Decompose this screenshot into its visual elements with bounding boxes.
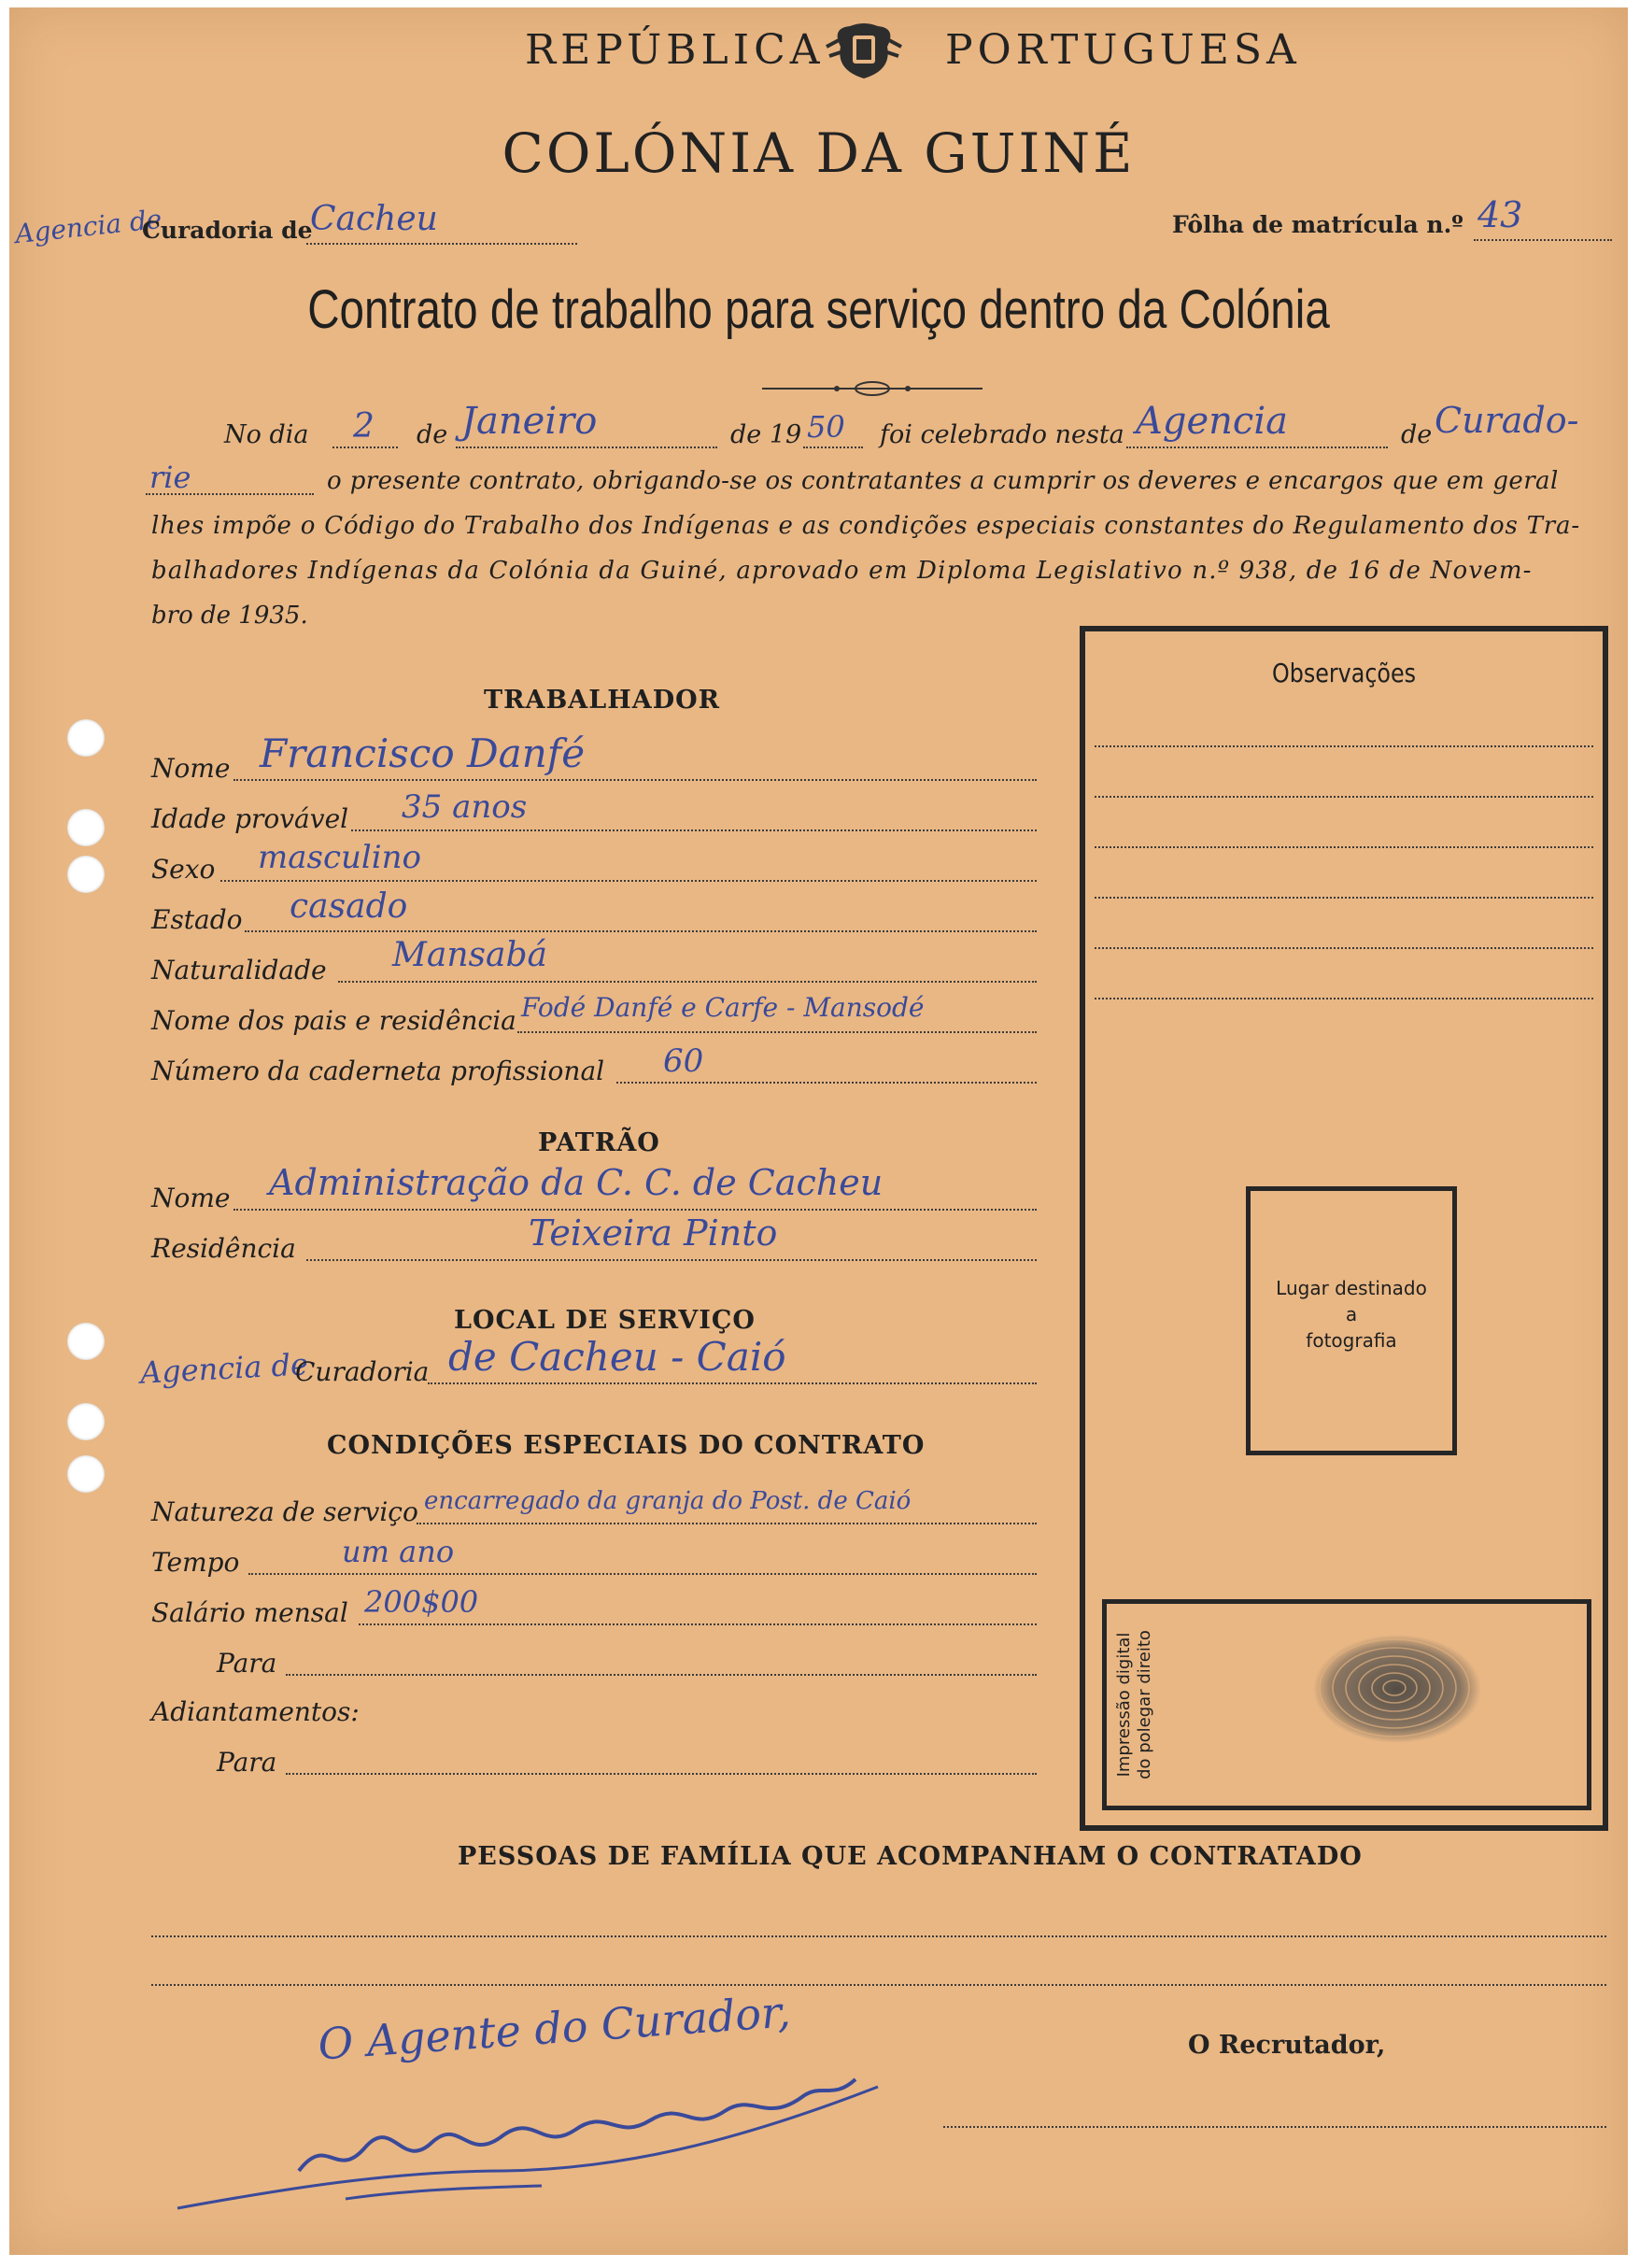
estado-label: Estado	[151, 904, 243, 935]
sexo-dotline	[220, 880, 1037, 882]
intro-agency-value: Agencia	[1136, 400, 1288, 443]
tempo-dotline	[248, 1573, 1037, 1575]
salario-label: Salário mensal	[151, 1597, 348, 1628]
residencia-dotline	[306, 1259, 1037, 1261]
intro-line4: balhadores Indígenas da Colónia da Guiné, aprovado em Diploma Legislativo n.º 938, de 16 de Novem-	[151, 557, 1533, 585]
intro-place-cont: rie	[149, 460, 191, 495]
salario-value: 200$00	[364, 1584, 479, 1620]
idade-label: Idade provável	[151, 803, 349, 834]
patrao-nome-value: Administração da C. C. de Cacheu	[269, 1162, 884, 1203]
intro-de2: de	[1401, 420, 1433, 449]
curadoria-label: Curadoria de	[142, 217, 313, 244]
punch-hole	[67, 719, 105, 757]
thumbprint-label	[1107, 1604, 1163, 1806]
intro-day-dotline	[332, 447, 398, 448]
nome-label: Nome	[151, 753, 231, 784]
residencia-value: Teixeira Pinto	[529, 1212, 778, 1254]
condicoes-heading: CONDIÇÕES ESPECIAIS DO CONTRATO	[327, 1431, 926, 1460]
estado-value: casado	[290, 887, 408, 926]
intro-day-value: 2	[353, 407, 375, 446]
intro-place-value: Curado-	[1435, 400, 1579, 441]
recrutador-dotline	[943, 2126, 1606, 2128]
thumbprint-label-line1: Impressão digital	[1114, 1632, 1134, 1778]
observacoes-line	[1095, 998, 1593, 999]
sexo-label: Sexo	[151, 854, 216, 885]
thumbprint-image	[1308, 1628, 1486, 1753]
intro-line2: o presente contrato, obrigando-se os contratantes a cumprir os deveres e encargos que em geral	[327, 467, 1559, 495]
pais-label: Nome dos pais e residência	[151, 1005, 516, 1036]
photo-label-line3: fotografia	[1306, 1329, 1397, 1352]
adiantamentos-label: Adiantamentos:	[151, 1696, 360, 1727]
local-value: de Cacheu - Caió	[448, 1334, 786, 1380]
folha-value: 43	[1477, 194, 1523, 235]
intro-line3: lhes impõe o Código do Trabalho dos Indígenas e as condições especiais constantes do Regulamento dos Tra-	[151, 512, 1580, 540]
photo-label-line1: Lugar destinado	[1276, 1277, 1427, 1299]
punch-hole	[67, 1455, 105, 1493]
agent-handwritten-label: O Agente do Curador,	[316, 1986, 793, 2070]
local-curadoria-label: Curadoria	[295, 1356, 430, 1387]
observacoes-line	[1095, 745, 1593, 747]
contract-title: Contrato de trabalho para serviço dentro da Colónia	[307, 279, 1330, 340]
intro-year-dotline	[803, 447, 863, 448]
ornament-divider	[762, 379, 983, 402]
local-heading: LOCAL DE SERVIÇO	[454, 1306, 756, 1335]
naturalidade-value: Mansabá	[392, 936, 547, 974]
republica-heading	[514, 26, 1301, 82]
para1-label: Para	[217, 1648, 277, 1679]
sexo-value: masculino	[258, 839, 422, 876]
natureza-dotline	[417, 1523, 1037, 1524]
thumbprint-box	[1102, 1599, 1591, 1810]
patrao-heading: PATRÃO	[538, 1128, 660, 1157]
folha-label: Fôlha de matrícula n.º	[1172, 211, 1463, 238]
tempo-value: um ano	[342, 1534, 455, 1569]
agent-signature-icon	[168, 2059, 897, 2221]
naturalidade-dotline	[338, 981, 1037, 983]
curadoria-dotline	[306, 243, 577, 245]
observacoes-line	[1095, 796, 1593, 798]
curadoria-value: Cacheu	[310, 200, 438, 238]
caderneta-value: 60	[663, 1042, 704, 1080]
trabalhador-heading: TRABALHADOR	[484, 686, 721, 715]
punch-hole	[67, 1323, 105, 1360]
observacoes-line	[1095, 897, 1593, 899]
intro-month-dotline	[456, 447, 717, 448]
observacoes-panel	[1080, 626, 1608, 1831]
pais-value: Fodé Danfé e Carfe - Mansodé	[521, 992, 925, 1023]
nome-dotline	[233, 779, 1037, 781]
intro-line5: bro de 1935.	[151, 602, 308, 630]
patrao-nome-dotline	[233, 1209, 1037, 1211]
naturalidade-label: Naturalidade	[151, 955, 327, 985]
patrao-nome-label: Nome	[151, 1183, 231, 1213]
colony-heading: COLÓNIA DA GUINÉ	[502, 121, 1136, 185]
salario-dotline	[359, 1623, 1037, 1625]
intro-no-dia: No dia	[224, 420, 309, 449]
local-prefix-handwritten: Agencia de	[139, 1346, 309, 1391]
tempo-label: Tempo	[151, 1547, 240, 1578]
intro-foi-celebrado: foi celebrado nesta	[880, 420, 1124, 449]
intro-agency-dotline	[1126, 447, 1388, 448]
intro-month-value: Janeiro	[461, 400, 598, 443]
familia-dotline	[151, 1935, 1606, 1937]
para1-dotline	[286, 1674, 1037, 1676]
familia-dotline	[151, 1984, 1606, 1986]
observacoes-line	[1095, 947, 1593, 949]
natureza-value: encarregado da granja do Post. de Caió	[424, 1487, 912, 1515]
recrutador-label: O Recrutador,	[1188, 2031, 1386, 2060]
folha-dotline	[1474, 239, 1612, 241]
pais-dotline	[517, 1031, 1037, 1033]
intro-year-suffix: 50	[807, 409, 845, 445]
residencia-label: Residência	[151, 1233, 296, 1264]
photo-box	[1246, 1186, 1457, 1455]
punch-hole	[67, 856, 105, 893]
punch-hole	[67, 1403, 105, 1440]
idade-dotline	[351, 829, 1037, 831]
para2-label: Para	[217, 1747, 277, 1778]
observacoes-label: Observações	[1271, 658, 1417, 688]
para2-dotline	[286, 1773, 1037, 1775]
coat-of-arms-icon	[822, 19, 906, 94]
caderneta-label: Número da caderneta profissional	[151, 1056, 605, 1086]
estado-dotline	[245, 930, 1037, 932]
intro-de: de	[417, 420, 448, 449]
thumbprint-label-line2: do polegar direito	[1135, 1630, 1154, 1779]
curadoria-prefix-handwritten: Agencia de	[13, 203, 163, 250]
photo-label-line2: a	[1345, 1303, 1358, 1325]
local-dotline	[428, 1382, 1037, 1384]
idade-value: 35 anos	[402, 788, 528, 826]
nome-value: Francisco Danfé	[260, 730, 586, 776]
natureza-label: Natureza de serviço	[151, 1496, 418, 1527]
portuguesa-word: PORTUGUESA	[945, 26, 1301, 74]
observacoes-line	[1095, 846, 1593, 848]
document-page	[9, 7, 1628, 2255]
familia-heading: PESSOAS DE FAMÍLIA QUE ACOMPANHAM O CONTRATADO	[458, 1842, 1363, 1871]
caderneta-dotline	[616, 1082, 1037, 1084]
republica-word: REPÚBLICA	[525, 26, 825, 74]
intro-year-prefix: de 19	[730, 420, 802, 449]
punch-hole	[67, 809, 105, 846]
